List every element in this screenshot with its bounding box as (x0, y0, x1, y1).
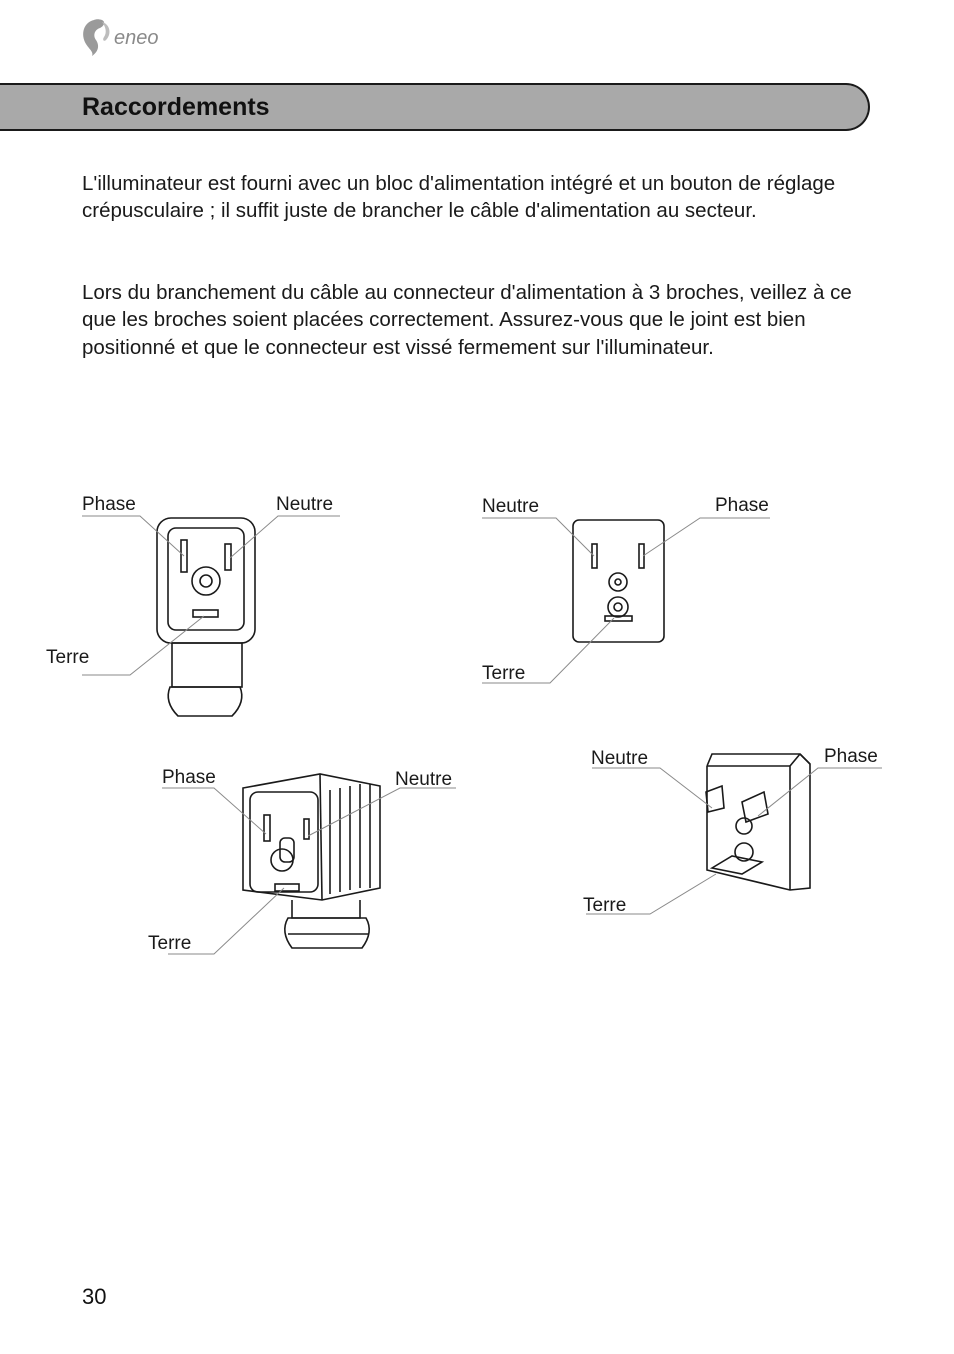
label-neutre-top-left: Neutre (276, 494, 334, 515)
connection-paragraph: Lors du branchement du câble au connecteur d'alimentation à 3 broches, veillez à ce que les broches soient placées correctement. Assurez-vous que le joint est bien positionné et que le connecteur est vissé fermement sur l'illuminateur. (82, 281, 852, 359)
connector-diagrams (0, 470, 954, 1000)
label-neutre-top-right: Neutre (482, 496, 540, 517)
diagram-top-left-connector (157, 518, 255, 716)
label-neutre-bottom-left: Neutre (395, 769, 453, 790)
label-phase-top-right: Phase (715, 495, 769, 516)
label-phase-bottom-right: Phase (824, 746, 878, 767)
eneo-swirl-logo-icon (80, 16, 190, 58)
connector-diagrams-svg (0, 470, 954, 1000)
section-title: Raccordements (82, 93, 270, 121)
label-terre-top-left: Terre (46, 647, 90, 668)
label-terre-bottom-left: Terre (148, 933, 192, 954)
label-terre-top-right: Terre (482, 663, 526, 684)
diagram-top-right-socket (573, 520, 664, 642)
diagram-bottom-left-connector (243, 774, 380, 948)
eneo-logo (80, 16, 190, 58)
label-neutre-bottom-right: Neutre (591, 748, 649, 769)
logo-text: eneo (114, 27, 159, 49)
page-number: 30 (82, 1284, 107, 1309)
label-phase-top-left: Phase (82, 494, 136, 515)
label-phase-bottom-left: Phase (162, 767, 216, 788)
intro-paragraph: L'illuminateur est fourni avec un bloc d'alimentation intégré et un bouton de réglage crépusculaire ; il suffit juste de brancher le câble d'alimentation au secteur. (82, 172, 836, 223)
label-terre-bottom-right: Terre (583, 895, 627, 916)
diagram-bottom-right-socket (706, 754, 810, 890)
